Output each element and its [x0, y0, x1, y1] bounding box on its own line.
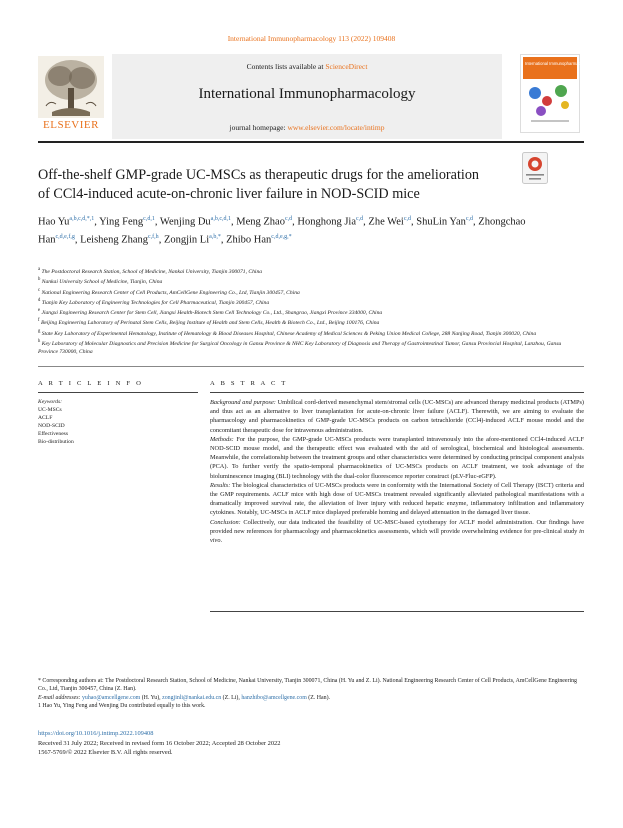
email-link[interactable]: hanzhibo@amcellgene.com	[241, 694, 307, 701]
affiliation-sup: c	[38, 287, 41, 293]
equal-contribution-note: 1 Hao Yu, Ying Feng and Wenjing Du contributed equally to this work.	[38, 703, 206, 710]
abstract-text: Umbilical cord-derived mesenchymal stem/stromal cells (UC-MSCs) are advanced therapy medicinal products (ATMPs) and thus act as an alternative to liver transplantation for acute-on-chronic liver failure (ACLF). Therewith, we are aiming to evaluate the pharmacology and pharmacokinetics of GMP-grade UC-MSCs products on carbon tetrachloride (CCl4)-induced ACLF mouse model and the concomitant therapeutic dose for intravenous administration.	[210, 399, 584, 434]
abstract-section-label: Conclusion:	[210, 518, 241, 526]
author-affiliation-sup: c,d	[284, 216, 293, 222]
affiliation-item	[38, 317, 578, 327]
abstract-section-label: Results:	[210, 481, 231, 489]
affiliation-item	[38, 276, 578, 286]
keyword-item: UC-MSCs	[38, 407, 62, 413]
email-line	[38, 694, 584, 702]
affiliation-item	[38, 328, 578, 338]
header-rule	[38, 141, 584, 143]
abstract-body	[210, 398, 584, 545]
homepage-prefix: journal homepage:	[229, 123, 288, 132]
affiliation-item	[38, 297, 578, 307]
title-line-1: Off-the-shelf GMP-grade UC-MSCs as therapeutic drugs for the amelioration	[38, 167, 480, 183]
author-affiliation-sup: c,d	[465, 216, 474, 222]
title-line-2: of CCl4-induced acute-on-chronic liver failure in NOD-SCID mice	[38, 186, 420, 202]
author-name[interactable]: Zhongchao Han	[38, 216, 526, 246]
keyword-item: ACLF	[38, 415, 53, 421]
affiliation-sup: g	[38, 328, 41, 334]
abstract-paragraph	[210, 518, 584, 546]
abstract-paragraph	[210, 398, 584, 435]
author-name[interactable]: ShuLin Yan	[416, 216, 466, 228]
article-title	[38, 166, 508, 204]
author-list: Hao $Yu^{a,b,c,d,*,1}$, Ying Feng$^{c,d,1}$, Wenjing Du$^{a,b,c,d,1}$, Meng Zhao$^{c,d}$, Honghong Jia$^{c,d}$, Zhe Wei$^{c,d}$, ShuLin Yan$^{c,d}$, Zhongchao Han$^{c,d,e,f,g}$, Leisheng Zhang$^{c,f,h}$, Zongjin $Li^{a,b,*}$, Zhibo Han$^{c,d,e,g,*}$	[38, 216, 526, 246]
affiliation-text: Tianjin Key Laboratory of Engineering Technologies for Cell Pharmaceutical, Tianjin 300457, China	[40, 299, 270, 306]
author-name[interactable]: Zhibo Han	[226, 234, 272, 246]
affiliation-sup: d	[38, 297, 41, 303]
publisher-name: ELSEVIER	[43, 119, 99, 131]
homepage-link[interactable]: www.elsevier.com/locate/intimp	[287, 123, 385, 132]
author-affiliation-sup: c,d	[356, 216, 364, 222]
affiliation-sup: b	[38, 277, 41, 283]
keyword-item: Effectiveness	[38, 431, 69, 437]
journal-cover-image[interactable]	[520, 54, 591, 133]
author-name[interactable]: Hao Yu	[38, 216, 70, 228]
author-name[interactable]: Leisheng Zhang	[80, 234, 149, 246]
author-affiliation-sup: a,b,c,d,*,1	[69, 216, 95, 222]
abstract-paragraph	[210, 481, 584, 518]
affiliation-item	[38, 307, 578, 317]
abstract-text: For the purpose, the GMP-grade UC-MSCs products were transplanted intravenously into the afore-mentioned CCl4-induced ACLF NOD-SCID mouse model, and the therapeutic effect was evaluated with the aid of serological, biochemical and histological assessments. Meanwhile, the correlationship between the treatment groups and other characteristics were determined by conducting principal component analysis (PCA). To further verify the spatio-temporal pharmacokinetics of UC-MSCs products on ACLF treatment, we took advantage of the bioluminescence imaging (BLI) technology with the dual-color fluorescence reporter construct (pLV-Fluc-eGFP).	[210, 435, 584, 480]
author-name[interactable]: Zhe Wei	[368, 216, 404, 228]
affiliation-item	[38, 266, 578, 276]
affiliation-text: The Postdoctoral Research Station, School of Medicine, Nankai University, Tianjin 300071, China	[40, 268, 263, 275]
abstract-section-label: Methods:	[210, 435, 234, 443]
affiliation-text: Beijing Engineering Laboratory of Perinatal Stem Cells, Beijing Institute of Health and Stem Cells, Health & Biotech Co., Ltd., Beijing 100176, China	[39, 320, 380, 327]
email-owner: (H. Yu),	[140, 694, 163, 701]
email-label: E-mail addresses:	[38, 694, 81, 701]
author-name[interactable]: Honghong Jia	[297, 216, 356, 228]
affiliation-text: Jiangxi Engineering Research Center for Stem Cell, Jiangxi Health-Biotech Stem Cell Technology Co., Ltd., Shangrao, Jiangxi Province 334000, China	[40, 309, 383, 316]
email-link[interactable]: zongjinli@nankai.edu.cn	[162, 694, 222, 701]
affiliation-item	[38, 287, 578, 297]
author-name[interactable]: Zongjin Li	[163, 234, 210, 246]
abstract-tail: .	[220, 537, 223, 545]
keyword-item: Bio-distribution	[38, 439, 74, 445]
abstract-heading: A B S T R A C T	[210, 380, 288, 387]
email-owner: (Z. Li),	[221, 694, 242, 701]
homepage-line	[112, 123, 502, 132]
abstract-rule	[210, 392, 584, 393]
affiliation-sup: e	[38, 308, 41, 314]
affiliation-list	[38, 266, 578, 357]
author-affiliation-sup: a,b,c,d,1	[210, 216, 231, 222]
copyright: 1567-5769/© 2022 Elsevier B.V. All rights reserved.	[38, 749, 173, 757]
cover-title: International Immunopharmacology	[525, 61, 591, 66]
email-owner: (Z. Han).	[306, 694, 331, 701]
keywords-block	[38, 398, 198, 446]
abstract-text: The biological characteristics of UC-MSCs products were in conformity with the International Society of Cell Therapy (ISCT) criteria and the GMP requirements. ACLF mice with high dose of UC-MSCs treatment revealed significantly alleviated pathological manifestations with a dramatically improved survival rate, the alleviation of liver injury with reduced hepatic enzyme, inflammatory infiltration and inflammatory cytokines. Notably, UC-MSCs in ACLF mice displayed preferable homing and delayed attenuation in the damaged liver tissue.	[210, 481, 584, 517]
footnotes	[38, 677, 584, 711]
affiliation-text: State Key Laboratory of Experimental Hematology, Institute of Hematology & Blood Diseases Hospital, Chinese Academy of Medical Sciences & Peking Union Medical College, 288 Nanjing Road, Tianjin 300020, China	[40, 330, 537, 337]
check-for-updates-icon[interactable]	[522, 152, 548, 184]
affiliation-text: Nankai University School of Medicine, Tianjin, China	[40, 279, 163, 286]
affiliation-text: National Engineering Research Center of Cell Products, AmCellGene Engineering Co., Ltd, Tianjin 300457, China	[40, 289, 300, 296]
author-affiliation-sup: c,f,h	[148, 233, 159, 240]
contents-prefix: Contents lists available at	[246, 62, 326, 71]
sciencedirect-link[interactable]: ScienceDirect	[325, 62, 368, 71]
affiliation-sup: h	[38, 338, 41, 344]
author-affiliation-sup: c,d,e,f,g	[55, 233, 75, 240]
affiliation-sup: a	[38, 267, 41, 272]
abstract-end-rule	[210, 611, 584, 612]
author-affiliation-sup: c,d,e,g,*	[271, 233, 292, 240]
abstract-section-label: Background and purpose:	[210, 399, 276, 406]
contents-line	[112, 62, 502, 71]
author-name[interactable]: Wenjing Du	[159, 216, 211, 228]
email-link[interactable]: yuhao@amcellgene.com	[81, 694, 141, 701]
author-name[interactable]: Ying Feng	[99, 216, 144, 228]
author-name[interactable]: Meng Zhao	[236, 216, 285, 228]
author-affiliation-sup: c,d	[403, 216, 412, 222]
keyword-item: NOD-SCID	[38, 423, 65, 429]
abstract-text: Collectively, our data indicated the feasibility of UC-MSC-based cytotherapy for ACLF model administration. Our findings have provided new references for pharmacology and pharmacokinetics assessments, which will provide overwhelming evidence for pre-clinical study	[210, 518, 584, 535]
affiliation-text: Key Laboratory of Molecular Diagnostics and Precision Medicine for Surgical Oncology in Gansu Province & NHC Key Laboratory of Diagnosis and Therapy of Gastrointestinal Tumor, Gansu Provincial Hospital, Lanzhou, Gansu Province 730000, China	[38, 340, 563, 356]
affiliation-sup: f	[38, 318, 40, 324]
keywords-heading: Keywords:	[38, 399, 63, 405]
affiliation-rule	[38, 366, 584, 367]
received-dates: Received 31 July 2022; Received in revised form 16 October 2022; Accepted 28 October 2022	[38, 739, 281, 747]
corresponding-note: * Corresponding authors at: The Postdoctoral Research Station, School of Medicine, Nankai University, Tianjin 300071, China (H. Yu and Z. Li). National Engineering Research Center of Cell Products, AmCellGene Engineering Co., Ltd, Tianjin 300457, China (Z. Han).	[38, 678, 577, 693]
author-affiliation-sup: c,d,1	[143, 216, 155, 222]
author-affiliation-sup: a,b,*	[209, 233, 221, 240]
journal-name[interactable]: International Immunopharmacology	[198, 86, 416, 102]
abstract-italic-term: in vivo	[210, 527, 584, 545]
article-meta	[38, 729, 438, 758]
affiliation-item	[38, 338, 578, 357]
article-info-heading: A R T I C L E I N F O	[38, 380, 144, 387]
article-info-rule	[38, 392, 198, 393]
doi-link[interactable]: https://doi.org/10.1016/j.intimp.2022.109408	[38, 730, 154, 737]
abstract-paragraph	[210, 435, 584, 481]
journal-citation: International Immunopharmacology 113 (2022) 109408	[227, 34, 396, 43]
